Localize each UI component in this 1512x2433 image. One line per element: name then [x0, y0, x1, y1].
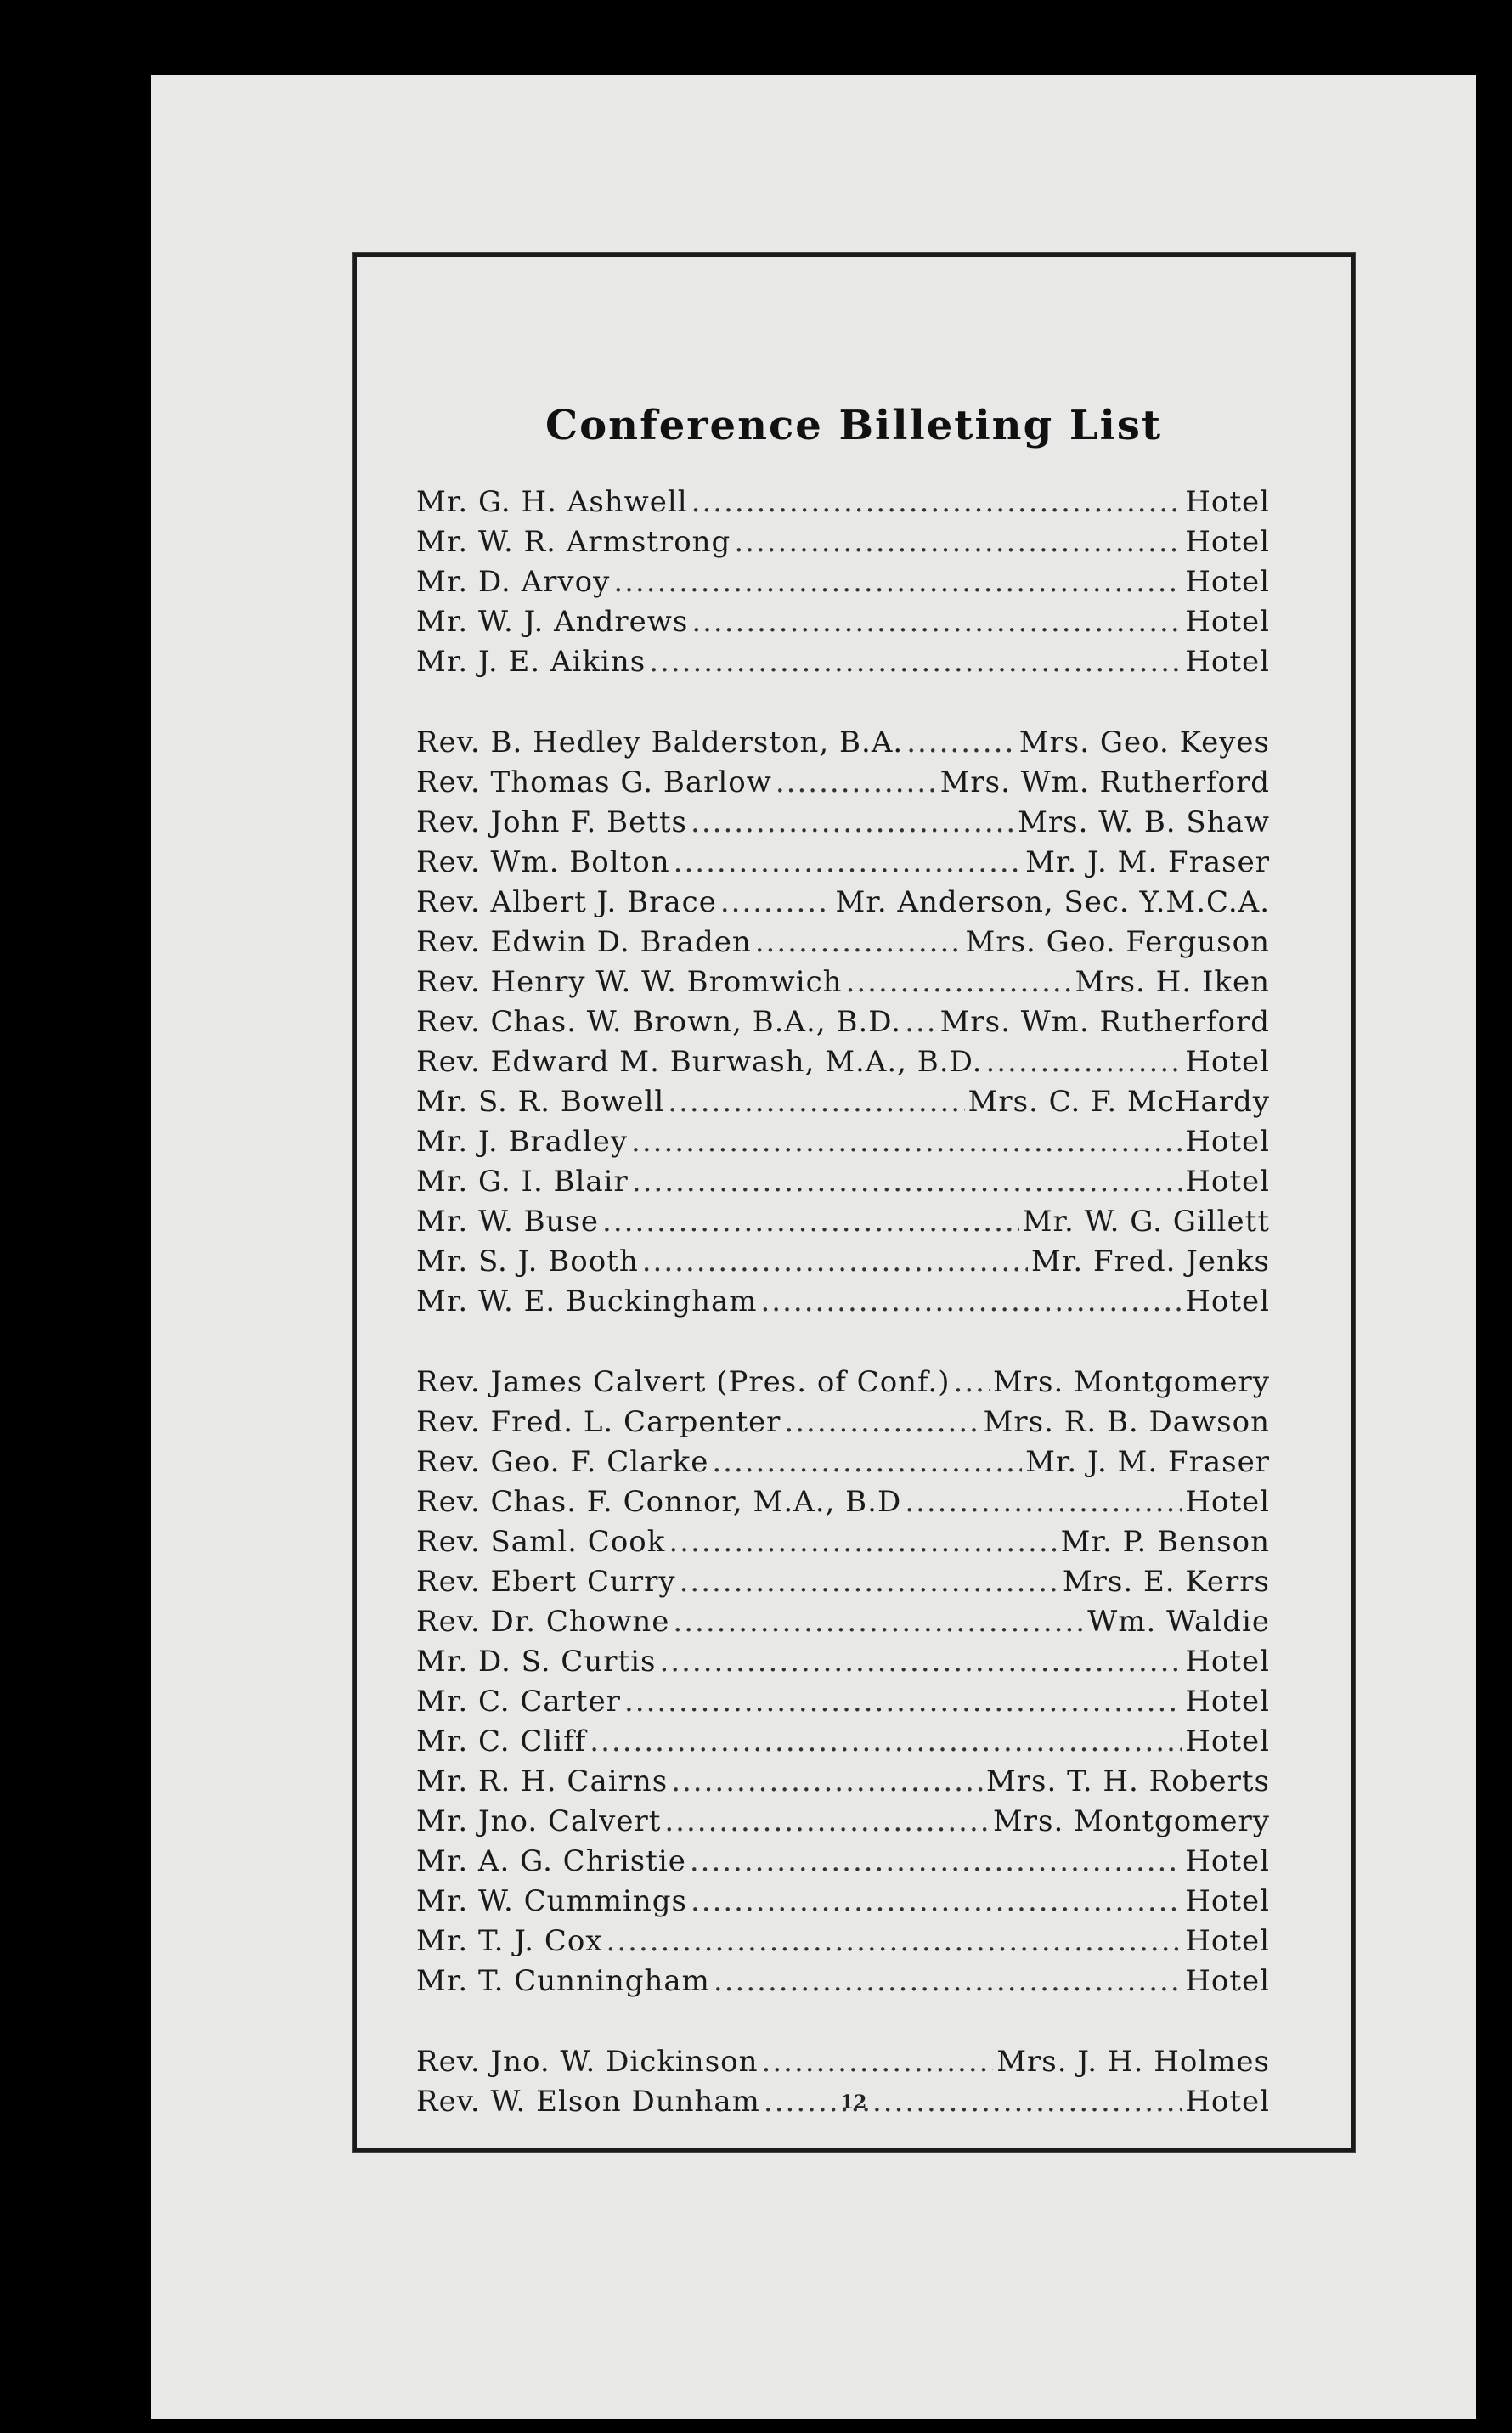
guest-name: Mr. S. R. Bowell: [416, 1085, 665, 1119]
list-item: [416, 1165, 1270, 1205]
dot-leader: [714, 1964, 1182, 1998]
host-name: Hotel: [1185, 1884, 1270, 1918]
host-name: Hotel: [1185, 565, 1270, 599]
host-name: Mr. Anderson, Sec. Y.M.C.A.: [835, 885, 1270, 919]
host-name: Hotel: [1185, 1685, 1270, 1719]
guest-name: Rev. Fred. L. Carpenter: [416, 1405, 781, 1439]
list-item: [416, 845, 1270, 885]
host-name: Mr. J. M. Fraser: [1025, 845, 1270, 879]
list-section: [416, 1365, 1270, 2004]
list-item: [416, 1205, 1270, 1245]
host-name: Hotel: [1185, 1284, 1270, 1318]
list-item: [416, 1245, 1270, 1284]
host-name: Mrs. Wm. Rutherford: [939, 765, 1270, 799]
host-name: Mr. P. Benson: [1060, 1525, 1270, 1559]
guest-name: Mr. W. J. Andrews: [416, 605, 689, 639]
dot-leader: [755, 925, 962, 959]
host-name: Mrs. C. F. McHardy: [968, 1085, 1270, 1119]
guest-name: Mr. C. Cliff: [416, 1725, 587, 1758]
list-item: [416, 1725, 1270, 1764]
guest-name: Mr. D. S. Curtis: [416, 1645, 657, 1679]
guest-name: Rev. Wm. Bolton: [416, 845, 670, 879]
host-name: Hotel: [1185, 1125, 1270, 1159]
host-name: Mrs. J. H. Holmes: [996, 2045, 1270, 2079]
list-item: [416, 1964, 1270, 2004]
list-item: [416, 2045, 1270, 2085]
dot-leader: [762, 2045, 994, 2079]
dot-leader: [690, 1844, 1182, 1878]
dot-leader: [691, 805, 1014, 839]
guest-name: Rev. Henry W. W. Bromwich: [416, 965, 843, 999]
host-name: Mrs. W. B. Shaw: [1018, 805, 1270, 839]
list-item: [416, 1884, 1270, 1924]
guest-name: Mr. W. R. Armstrong: [416, 525, 731, 559]
guest-name: Rev. John F. Betts: [416, 805, 688, 839]
list-item: [416, 605, 1270, 645]
page-title: Conference Billeting List: [544, 402, 1163, 449]
guest-name: Rev. James Calvert (Pres. of Conf.): [416, 1365, 951, 1399]
dot-leader: [624, 1685, 1182, 1719]
dot-leader: [734, 525, 1182, 559]
list-item: [416, 1405, 1270, 1445]
host-name: Mrs. E. Kerrs: [1062, 1565, 1270, 1599]
list-item: [416, 1764, 1270, 1804]
dot-leader: [631, 1125, 1182, 1159]
host-name: Hotel: [1185, 1165, 1270, 1199]
list-section: [416, 725, 1270, 1324]
dot-leader: [691, 605, 1182, 639]
host-name: Mrs. Wm. Rutherford: [939, 1005, 1270, 1039]
page: [151, 75, 1476, 2419]
guest-name: Mr. J. Bradley: [416, 1125, 629, 1159]
guest-name: Rev. B. Hedley Balderston, B.A.: [416, 725, 904, 759]
dot-leader: [720, 885, 832, 919]
host-name: Mrs. Montgomery: [992, 1365, 1270, 1399]
billeting-list: [416, 485, 1270, 2165]
dot-leader: [954, 1365, 990, 1399]
guest-name: Rev. Chas. F. Connor, M.A., B.D: [416, 1485, 902, 1519]
guest-name: Rev. Edwin D. Braden: [416, 925, 752, 959]
dot-leader: [590, 1725, 1182, 1758]
host-name: Hotel: [1185, 525, 1270, 559]
dot-leader: [674, 845, 1022, 879]
host-name: Mr. J. M. Fraser: [1025, 1445, 1270, 1479]
guest-name: Mr. T. Cunningham: [416, 1964, 710, 1998]
list-item: [416, 925, 1270, 965]
guest-name: Rev. Albert J. Brace: [416, 885, 717, 919]
list-item: [416, 1045, 1270, 1085]
dot-leader: [905, 1005, 936, 1039]
list-item: [416, 1685, 1270, 1725]
guest-name: Mr. Jno. Calvert: [416, 1804, 662, 1838]
guest-name: Rev. Chas. W. Brown, B.A., B.D.: [416, 1005, 902, 1039]
host-name: Mrs. T. H. Roberts: [985, 1764, 1270, 1798]
guest-name: Mr. W. E. Buckingham: [416, 1284, 758, 1318]
list-item: [416, 805, 1270, 845]
guest-name: Rev. Thomas G. Barlow: [416, 765, 772, 799]
host-name: Mr. Fred. Jenks: [1031, 1245, 1270, 1279]
dot-leader: [712, 1445, 1022, 1479]
dot-leader: [671, 1764, 983, 1798]
guest-name: Mr. G. I. Blair: [416, 1165, 629, 1199]
host-name: Mr. W. G. Gillett: [1022, 1205, 1270, 1239]
guest-name: Rev. Dr. Chowne: [416, 1605, 670, 1639]
dot-leader: [659, 1645, 1182, 1679]
guest-name: Mr. J. E. Aikins: [416, 645, 646, 679]
dot-leader: [680, 1565, 1059, 1599]
host-name: Hotel: [1185, 1924, 1270, 1958]
host-name: Hotel: [1185, 605, 1270, 639]
list-item: [416, 725, 1270, 765]
dot-leader: [760, 1284, 1182, 1318]
list-item: [416, 1605, 1270, 1645]
dot-leader: [673, 1605, 1084, 1639]
dot-leader: [669, 1525, 1057, 1559]
guest-name: Mr. W. Cummings: [416, 1884, 687, 1918]
guest-name: Mr. W. Buse: [416, 1205, 600, 1239]
host-name: Hotel: [1185, 2085, 1270, 2119]
dot-leader: [602, 1205, 1019, 1239]
list-item: [416, 1924, 1270, 1964]
list-section: [416, 485, 1270, 685]
dot-leader: [846, 965, 1072, 999]
list-item: [416, 1085, 1270, 1125]
guest-name: Mr. D. Arvoy: [416, 565, 611, 599]
list-item: [416, 1284, 1270, 1324]
dot-leader: [668, 1085, 964, 1119]
host-name: Hotel: [1185, 1645, 1270, 1679]
dot-leader: [613, 565, 1182, 599]
host-name: Mrs. Geo. Keyes: [1018, 725, 1270, 759]
list-item: [416, 1485, 1270, 1525]
dot-leader: [985, 1045, 1182, 1079]
bordered-frame: [353, 253, 1355, 2152]
host-name: Mrs. H. Iken: [1075, 965, 1270, 999]
host-name: Hotel: [1185, 1844, 1270, 1878]
guest-name: Mr. R. H. Cairns: [416, 1764, 669, 1798]
guest-name: Mr. A. G. Christie: [416, 1844, 686, 1878]
host-name: Hotel: [1185, 1964, 1270, 1998]
list-item: [416, 1844, 1270, 1884]
host-name: Mrs. Montgomery: [992, 1804, 1270, 1838]
guest-name: Mr. S. J. Booth: [416, 1245, 639, 1279]
list-item: [416, 1645, 1270, 1685]
guest-name: Mr. G. H. Ashwell: [416, 485, 688, 519]
host-name: Hotel: [1185, 645, 1270, 679]
guest-name: Rev. Geo. F. Clarke: [416, 1445, 709, 1479]
list-item: [416, 1005, 1270, 1045]
dot-leader: [649, 645, 1182, 679]
dot-leader: [905, 1485, 1182, 1519]
list-item: [416, 1804, 1270, 1844]
guest-name: Rev. Edward M. Burwash, M.A., B.D.: [416, 1045, 983, 1079]
host-name: Hotel: [1185, 1725, 1270, 1758]
dot-leader: [784, 1405, 979, 1439]
host-name: Mrs. Geo. Ferguson: [965, 925, 1270, 959]
host-name: Mrs. R. B. Dawson: [983, 1405, 1270, 1439]
host-name: Hotel: [1185, 1045, 1270, 1079]
list-item: [416, 645, 1270, 685]
dot-leader: [691, 485, 1182, 519]
list-item: [416, 565, 1270, 605]
page-number: 12: [840, 2091, 867, 2114]
dot-leader: [664, 1804, 990, 1838]
host-name: Wm. Waldie: [1087, 1605, 1270, 1639]
guest-name: Rev. Jno. W. Dickinson: [416, 2045, 759, 2079]
list-item: [416, 1525, 1270, 1565]
guest-name: Mr. T. J. Cox: [416, 1924, 603, 1958]
host-name: Hotel: [1185, 1485, 1270, 1519]
list-item: [416, 1125, 1270, 1165]
dot-leader: [776, 765, 937, 799]
list-item: [416, 485, 1270, 525]
dot-leader: [691, 1884, 1182, 1918]
list-item: [416, 1565, 1270, 1605]
list-item: [416, 765, 1270, 805]
dot-leader: [606, 1924, 1182, 1958]
host-name: Hotel: [1185, 485, 1270, 519]
list-item: [416, 1365, 1270, 1405]
list-item: [416, 525, 1270, 565]
guest-name: Rev. Ebert Curry: [416, 1565, 676, 1599]
list-item: [416, 885, 1270, 925]
list-item: [416, 965, 1270, 1005]
guest-name: Rev. W. Elson Dunham: [416, 2085, 760, 2119]
dot-leader: [642, 1245, 1028, 1279]
guest-name: Mr. C. Carter: [416, 1685, 621, 1719]
guest-name: Rev. Saml. Cook: [416, 1525, 666, 1559]
dot-leader: [906, 725, 1016, 759]
dot-leader: [632, 1165, 1182, 1199]
list-item: [416, 1445, 1270, 1485]
